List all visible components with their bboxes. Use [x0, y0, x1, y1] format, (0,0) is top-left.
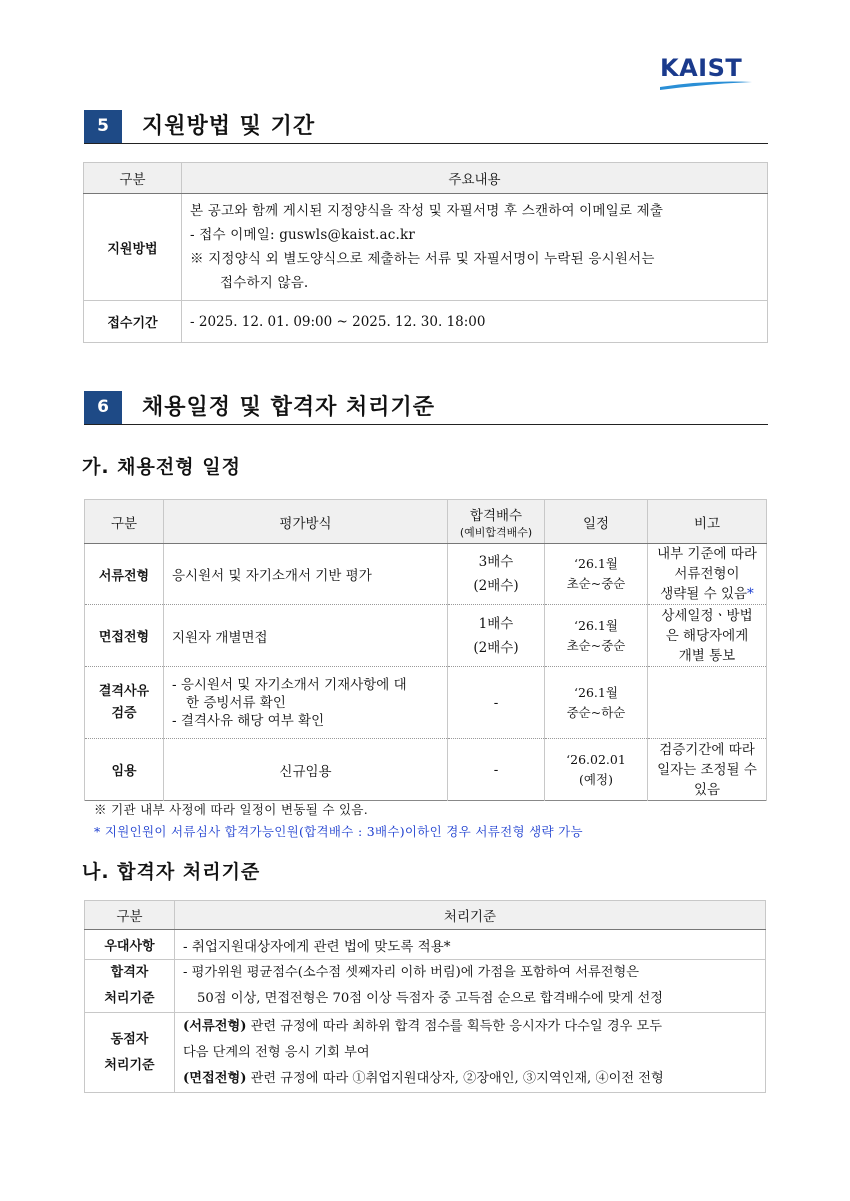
row-method: [164, 667, 448, 739]
date-main: ‘26.02.01: [566, 751, 626, 767]
header-criteria: 처리기준: [175, 901, 766, 930]
section-number: 6: [84, 391, 122, 424]
row-method: 응시원서 및 자기소개서 기반 평가: [164, 544, 448, 605]
table-row: [85, 960, 766, 1013]
row-date: [545, 544, 648, 605]
criteria-table: [84, 900, 766, 1093]
remark-line: 상세일정ㆍ방법: [661, 607, 753, 624]
content-line: 접수하지 않음.: [220, 275, 309, 291]
row-remark: [648, 544, 767, 605]
logo-swoosh-icon: [660, 78, 752, 90]
date-main: ‘26.1월: [574, 617, 618, 633]
row-multiple: -: [448, 739, 545, 801]
section-5-header: [84, 110, 768, 144]
date-sub: 초순~중순: [566, 576, 626, 591]
row-type: 임용: [85, 739, 164, 801]
section-title: 채용일정 및 합격자 처리기준: [142, 395, 436, 420]
type-line: 검증: [111, 705, 137, 721]
label-line: 처리기준: [104, 1057, 155, 1073]
table-row: [85, 605, 767, 667]
table-row: [85, 544, 767, 605]
row-label: 지원방법: [84, 194, 182, 301]
method-line: - 응시원서 및 자기소개서 기재사항에 대: [172, 676, 407, 693]
remark-line: 생략될 수 있음: [660, 586, 748, 602]
section-6-header: [84, 391, 768, 425]
date-sub: 중순~하순: [566, 704, 626, 720]
content-line: ※ 지정양식 외 별도양식으로 제출하는 서류 및 자필서명이 누락된 응시원서는: [190, 251, 655, 267]
schedule-note: ※ 기관 내부 사정에 따라 일정이 변동될 수 있음.: [94, 802, 369, 817]
row-multiple: [448, 544, 545, 605]
label-line: 동점자: [110, 1031, 149, 1047]
logo-text: KAIST: [660, 54, 743, 82]
subsection-title-b: 나. 합격자 처리기준: [82, 861, 261, 883]
period-value: - 2025. 12. 01. 09:00 ~ 2025. 12. 30. 18:00: [182, 301, 768, 343]
application-table: [83, 162, 768, 343]
row-method: 지원자 개별면접: [164, 605, 448, 667]
row-content: [175, 1013, 766, 1093]
remark-line: 내부 기준에 따라: [657, 546, 757, 562]
content-line: 본 공고와 함께 게시된 지정양식을 작성 및 자필서명 후 스캔하여 이메일로 제출: [190, 203, 664, 219]
remark-line: 은 해당자에게: [665, 627, 749, 644]
bold-label: (서류전형): [183, 1018, 247, 1034]
type-line: 결격사유: [98, 683, 150, 699]
row-remark: [648, 739, 767, 801]
method-line: - 결격사유 해당 여부 확인: [172, 712, 325, 729]
bold-label: (면접전형): [183, 1070, 247, 1086]
remark-line: 일자는 조정될 수: [657, 761, 757, 778]
row-content: [182, 194, 768, 301]
multiple-sub: (2배수): [473, 578, 519, 594]
schedule-footnote: * 지원인원이 서류심사 합격가능인원(합격배수 : 3배수)이하인 경우 서류전형 생략 가능: [94, 824, 583, 839]
email-line: - 접수 이메일: guswls@kaist.ac.kr: [190, 227, 416, 243]
header-category: 구분: [84, 163, 182, 194]
schedule-table: [84, 499, 767, 801]
row-date: [545, 739, 648, 801]
row-label: 접수기간: [84, 301, 182, 343]
remark-line: 검증기간에 따라: [659, 741, 755, 758]
footnote-mark: *: [747, 586, 754, 602]
date-main: ‘26.1월: [574, 684, 618, 700]
row-label: [85, 960, 175, 1013]
row-type: 면접전형: [85, 605, 164, 667]
content-line: 다음 단계의 전형 응시 기회 부여: [183, 1044, 370, 1060]
row-type: [85, 667, 164, 739]
row-date: [545, 605, 648, 667]
multiple-main: 1배수: [478, 615, 514, 632]
content-line: - 평가위원 평균점수(소수점 셋째자리 이하 버림)에 가점을 포함하여 서류전형은: [183, 965, 639, 980]
content-line: 관련 규정에 따라 ①취업지원대상자, ②장애인, ③지역인재, ④이전 전형: [246, 1070, 664, 1086]
row-method: 신규임용: [164, 739, 448, 801]
table-row: [85, 930, 766, 960]
header-multiple: [448, 500, 545, 544]
table-row: [84, 194, 768, 301]
table-row: [85, 667, 767, 739]
remark-line: 개별 통보: [678, 647, 736, 664]
row-type: 서류전형: [85, 544, 164, 605]
header-category: 구분: [85, 500, 164, 544]
table-row: [85, 739, 767, 801]
date-main: ‘26.1월: [574, 556, 618, 571]
method-line: 한 증빙서류 확인: [186, 694, 286, 711]
header-date: 일정: [545, 500, 648, 544]
kaist-logo: [660, 56, 760, 90]
date-sub: (예정): [579, 771, 613, 787]
row-content: - 취업지원대상자에게 관련 법에 맞도록 적용*: [175, 930, 766, 960]
label-line: 처리기준: [104, 991, 155, 1006]
header-method: 평가방식: [164, 500, 448, 544]
row-label: 우대사항: [85, 930, 175, 960]
row-date: [545, 667, 648, 739]
subsection-title-a: 가. 채용전형 일정: [82, 456, 241, 478]
row-multiple: -: [448, 667, 545, 739]
header-multiple-sub: (예비합격배수): [459, 525, 533, 539]
row-label: [85, 1013, 175, 1093]
remark-line: 서류전형이: [674, 566, 740, 582]
row-remark: [648, 605, 767, 667]
table-row: [85, 1013, 766, 1093]
content-line: 관련 규정에 따라 최하위 합격 점수를 획득한 응시자가 다수일 경우 모두: [246, 1018, 662, 1034]
multiple-sub: (2배수): [473, 639, 519, 656]
content-line: 50점 이상, 면접전형은 70점 이상 득점자 중 고득점 순으로 합격배수에 맞게 선정: [197, 991, 664, 1006]
row-multiple: [448, 605, 545, 667]
table-row: [84, 301, 768, 343]
multiple-main: 3배수: [478, 554, 514, 570]
row-remark: [648, 667, 767, 739]
header-category: 구분: [85, 901, 175, 930]
header-multiple-main: 합격배수: [469, 507, 523, 524]
row-content: [175, 960, 766, 1013]
header-remark: 비고: [648, 500, 767, 544]
header-content: 주요내용: [182, 163, 768, 194]
section-number: 5: [84, 110, 122, 143]
label-line: 합격자: [110, 965, 149, 980]
remark-line: 있음: [693, 781, 721, 798]
date-sub: 초순~중순: [566, 637, 626, 653]
section-title: 지원방법 및 기간: [142, 114, 316, 139]
